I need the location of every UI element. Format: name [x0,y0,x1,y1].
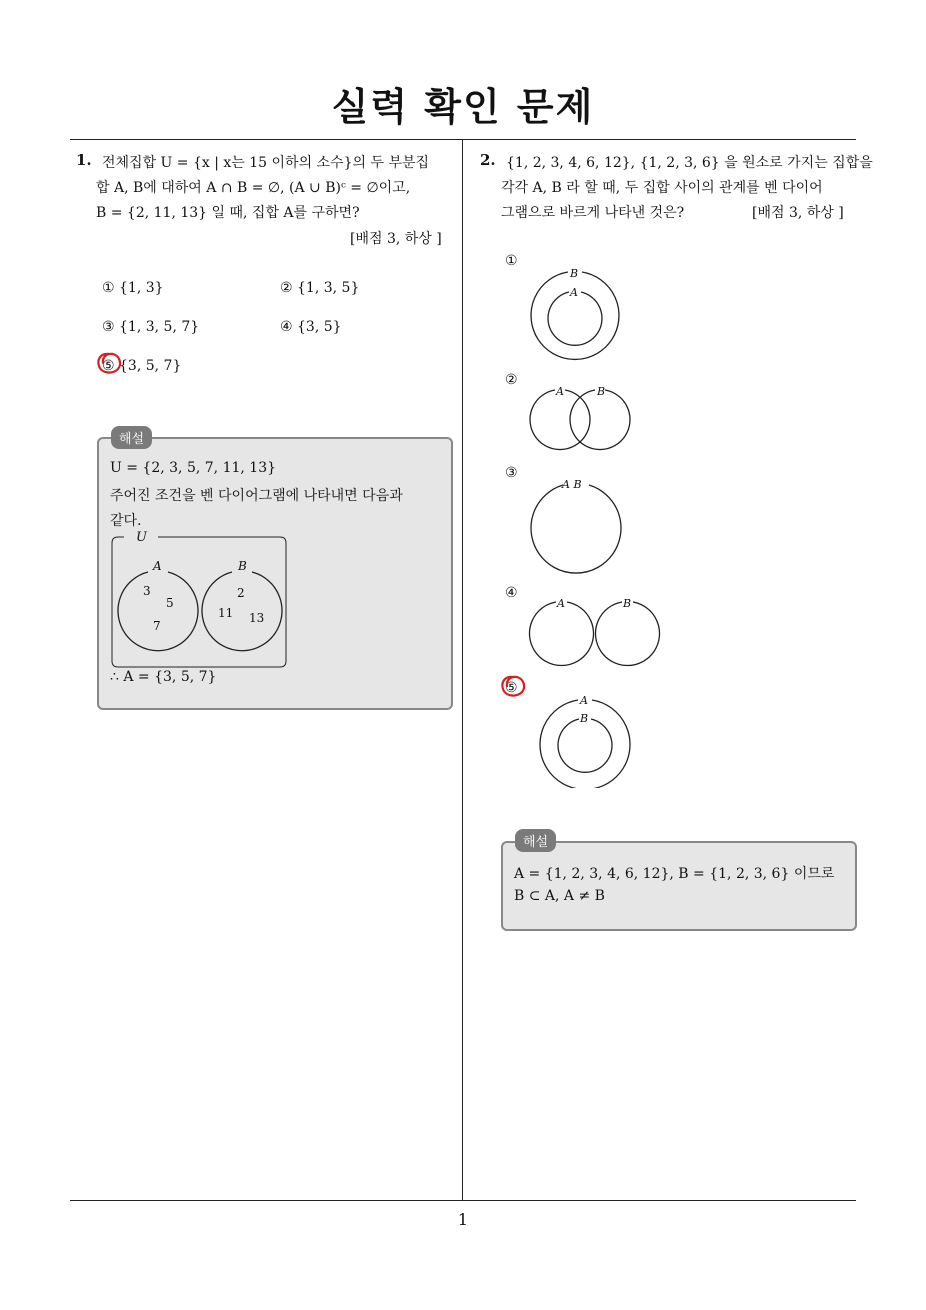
q2-meta: [배점 3, 하상 ] [752,205,844,221]
q2-choice-5-mark[interactable]: ⑤ [505,680,518,696]
top-divider [70,139,856,140]
set-a-label: A [570,286,578,299]
q2-choice-5-diagram[interactable] [535,692,635,788]
q1-solution-line2: 주어진 조건을 벤 다이어그램에 나타내면 다음과 [110,488,403,504]
b-element: 13 [249,611,265,625]
q2-choice-1-diagram[interactable] [525,264,625,364]
q1-text-line2: 합 A, B에 대하여 A ∩ B = ∅, (A ∪ B)ᶜ = ∅이고, [96,180,411,196]
set-b-label: B [623,597,632,610]
choice-text: {3, 5} [297,319,342,335]
q2-solution-line1: A = {1, 2, 3, 4, 6, 12}, B = {1, 2, 3, 6} 이므로 [514,866,835,882]
q2-choice-4-mark[interactable]: ④ [505,585,518,601]
universe-rect [112,537,286,667]
q2-solution-tag: 해설 [515,829,556,852]
q1-number: 1. [76,151,92,169]
set-a-label: A [556,385,564,398]
set-a-circle [118,572,198,651]
choice-mark: ③ [102,319,115,335]
q1-text-line3: B = {2, 11, 13} 일 때, 집합 A를 구하면? [96,205,360,221]
q2-choice-2-diagram[interactable] [525,385,635,455]
q2-text-line2: 각각 A, B 라 할 때, 두 집합 사이의 관계를 벤 다이어 [501,180,823,196]
q2-choice-3-diagram[interactable] [525,478,625,574]
choice-text: {1, 3} [119,280,164,296]
answer-mark-icon [498,673,528,701]
a-element: 5 [166,596,174,610]
set-ab-label: A B [562,478,582,491]
column-divider [462,139,463,1201]
page-number: 1 [457,1210,469,1229]
q2-choice-3-mark[interactable]: ③ [505,465,518,481]
set-a-label: A [580,694,588,707]
choice-text: {3, 5, 7} [119,358,182,374]
choice-mark: ⑤ [102,358,115,374]
page-title: 실력 확인 문제 [331,85,595,129]
q1-choice-1[interactable] [102,280,164,296]
set-b-label: B [580,712,589,725]
bottom-divider [70,1200,856,1201]
set-b-label: B [570,267,579,280]
set-a-label: A [557,597,565,610]
q1-solution-conclusion: ∴ A = {3, 5, 7} [110,669,217,685]
set-b-label: B [597,385,606,398]
b-element: 2 [237,586,245,600]
q1-choice-4[interactable] [280,319,342,335]
q1-choice-3[interactable] [102,319,199,335]
q1-venn-diagram [108,527,292,673]
q2-solution-box [501,841,857,931]
q1-meta: [배점 3, 하상 ] [350,231,442,247]
q1-choice-2[interactable] [280,280,359,296]
q2-text-line3: 그램으로 바르게 나타낸 것은? [501,205,685,221]
q2-number: 2. [480,151,496,169]
set-b-circle [202,572,282,651]
choice-mark: ② [280,280,293,296]
a-element: 3 [143,584,151,598]
set-a-label: A [153,559,162,573]
set-b-label: B [238,559,247,573]
q2-choice-2-mark[interactable]: ② [505,372,518,388]
q1-text-line1: 전체집합 U = {x | x는 15 이하의 소수}의 두 부분집 [102,155,430,171]
answer-mark-icon [94,350,124,378]
q1-solution-line1: U = {2, 3, 5, 7, 11, 13} [110,460,277,476]
choice-text: {1, 3, 5} [297,280,360,296]
b-element: 11 [218,606,234,620]
q2-choice-1-mark[interactable]: ① [505,253,518,269]
q1-solution-line3: 같다. [110,513,142,529]
q1-solution-tag: 해설 [111,426,152,449]
q2-choice-4-diagram[interactable] [525,597,665,669]
q2-text-line1: {1, 2, 3, 4, 6, 12}, {1, 2, 3, 6} 을 원소로 가지는 집합을 [506,155,873,171]
a-element: 7 [153,619,161,633]
choice-mark: ① [102,280,115,296]
q2-solution-line2: B ⊂ A, A ≠ B [514,888,605,904]
universe-label: U [136,530,147,545]
choice-mark: ④ [280,319,293,335]
choice-text: {1, 3, 5, 7} [119,319,200,335]
